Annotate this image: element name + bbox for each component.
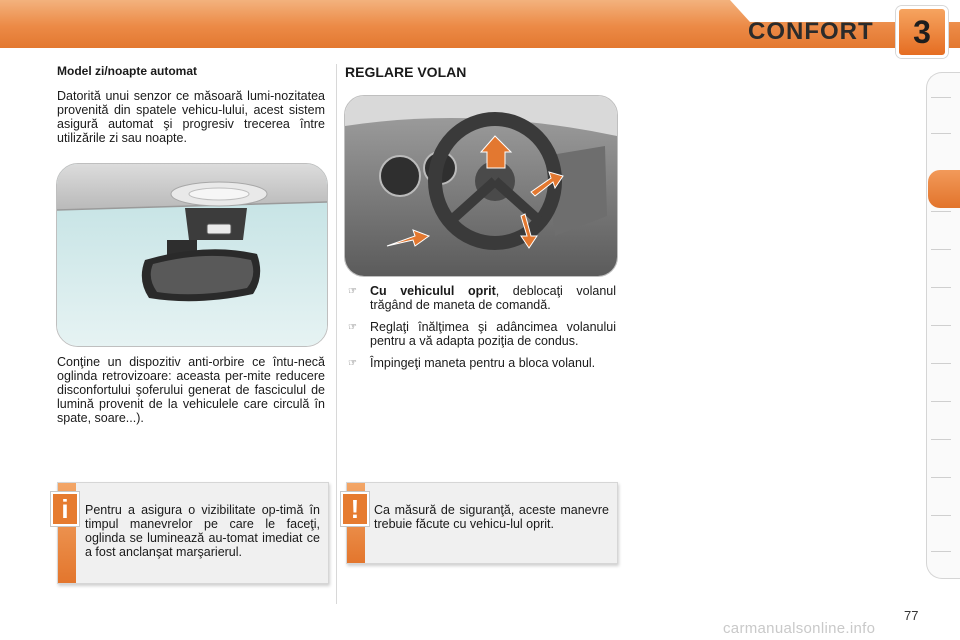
pointing-hand-icon: ☞ [348,286,357,297]
info-note [57,482,329,584]
info-note-text: Pentru a asigura o vizibilitate op-timă în timpul manevrelor pe care le faceţi, oglinda se luminează au-tomat imediat ce a fost anclanşat marşarierul. [85,503,320,559]
tab-divider [931,211,951,212]
pointing-hand-icon: ☞ [348,358,357,369]
chapter-badge [896,6,948,58]
tab-divider [931,439,951,440]
section-title: CONFORT [748,18,874,45]
body-paragraph: Conţine un dispozitiv anti-orbire ce întu-necă oglinda retrovizoare: aceasta per-mite reducere disconfortului şoferului generat de fasciculul de lumină provenit de la vehiculele care circulă în spate, soare...). [57,355,325,425]
tab-divider [931,287,951,288]
tab-divider [931,401,951,402]
section-heading: REGLARE VOLAN [345,64,467,80]
tab-divider [931,249,951,250]
tab-divider [931,477,951,478]
tab-divider [931,325,951,326]
warning-note-text: Ca măsură de siguranţă, aceste manevre trebuie făcute cu vehicu-lul oprit. [374,503,609,531]
tab-divider [931,133,951,134]
chapter-tab-active[interactable] [928,170,960,208]
tab-divider [931,363,951,364]
tab-divider [931,515,951,516]
chapter-number: 3 [913,13,931,50]
body-paragraph: Datorită unui senzor ce măsoară lumi-nozitatea provenită din spatele vehicu-lului, acest sistem asigură automat şi progresiv trecerea între utilizările zi sau noapte. [57,89,325,145]
step-text: , deblocaţi volanul trăgând de maneta de comandă. [370,284,616,312]
instruction-list [348,284,616,378]
step-text: Împingeţi maneta pentru a bloca volanul. [370,356,596,370]
list-item [348,320,616,348]
list-item [348,284,616,312]
step-emphasis: Cu vehiculul oprit [370,284,496,298]
subsection-heading: Model zi/noapte automat [57,64,198,78]
info-icon: i [51,492,79,526]
step-text: Reglaţi înălţimea şi adâncimea volanului pentru a vă adapta poziţia de condus. [370,320,616,348]
column-divider [336,64,337,604]
tab-divider [931,97,951,98]
tab-divider [931,551,951,552]
steering-wheel-illustration [344,95,618,277]
page-number: 77 [904,608,919,623]
pointing-hand-icon: ☞ [348,322,357,333]
warning-icon: ! [341,492,369,526]
watermark: carmanualsonline.info [723,620,876,637]
warning-note [346,482,618,564]
steering-wheel-drawing [345,96,617,276]
rearview-mirror-illustration [56,163,328,347]
chapter-tab-strip [926,72,960,579]
list-item [348,356,616,370]
mirror-drawing [57,164,327,346]
